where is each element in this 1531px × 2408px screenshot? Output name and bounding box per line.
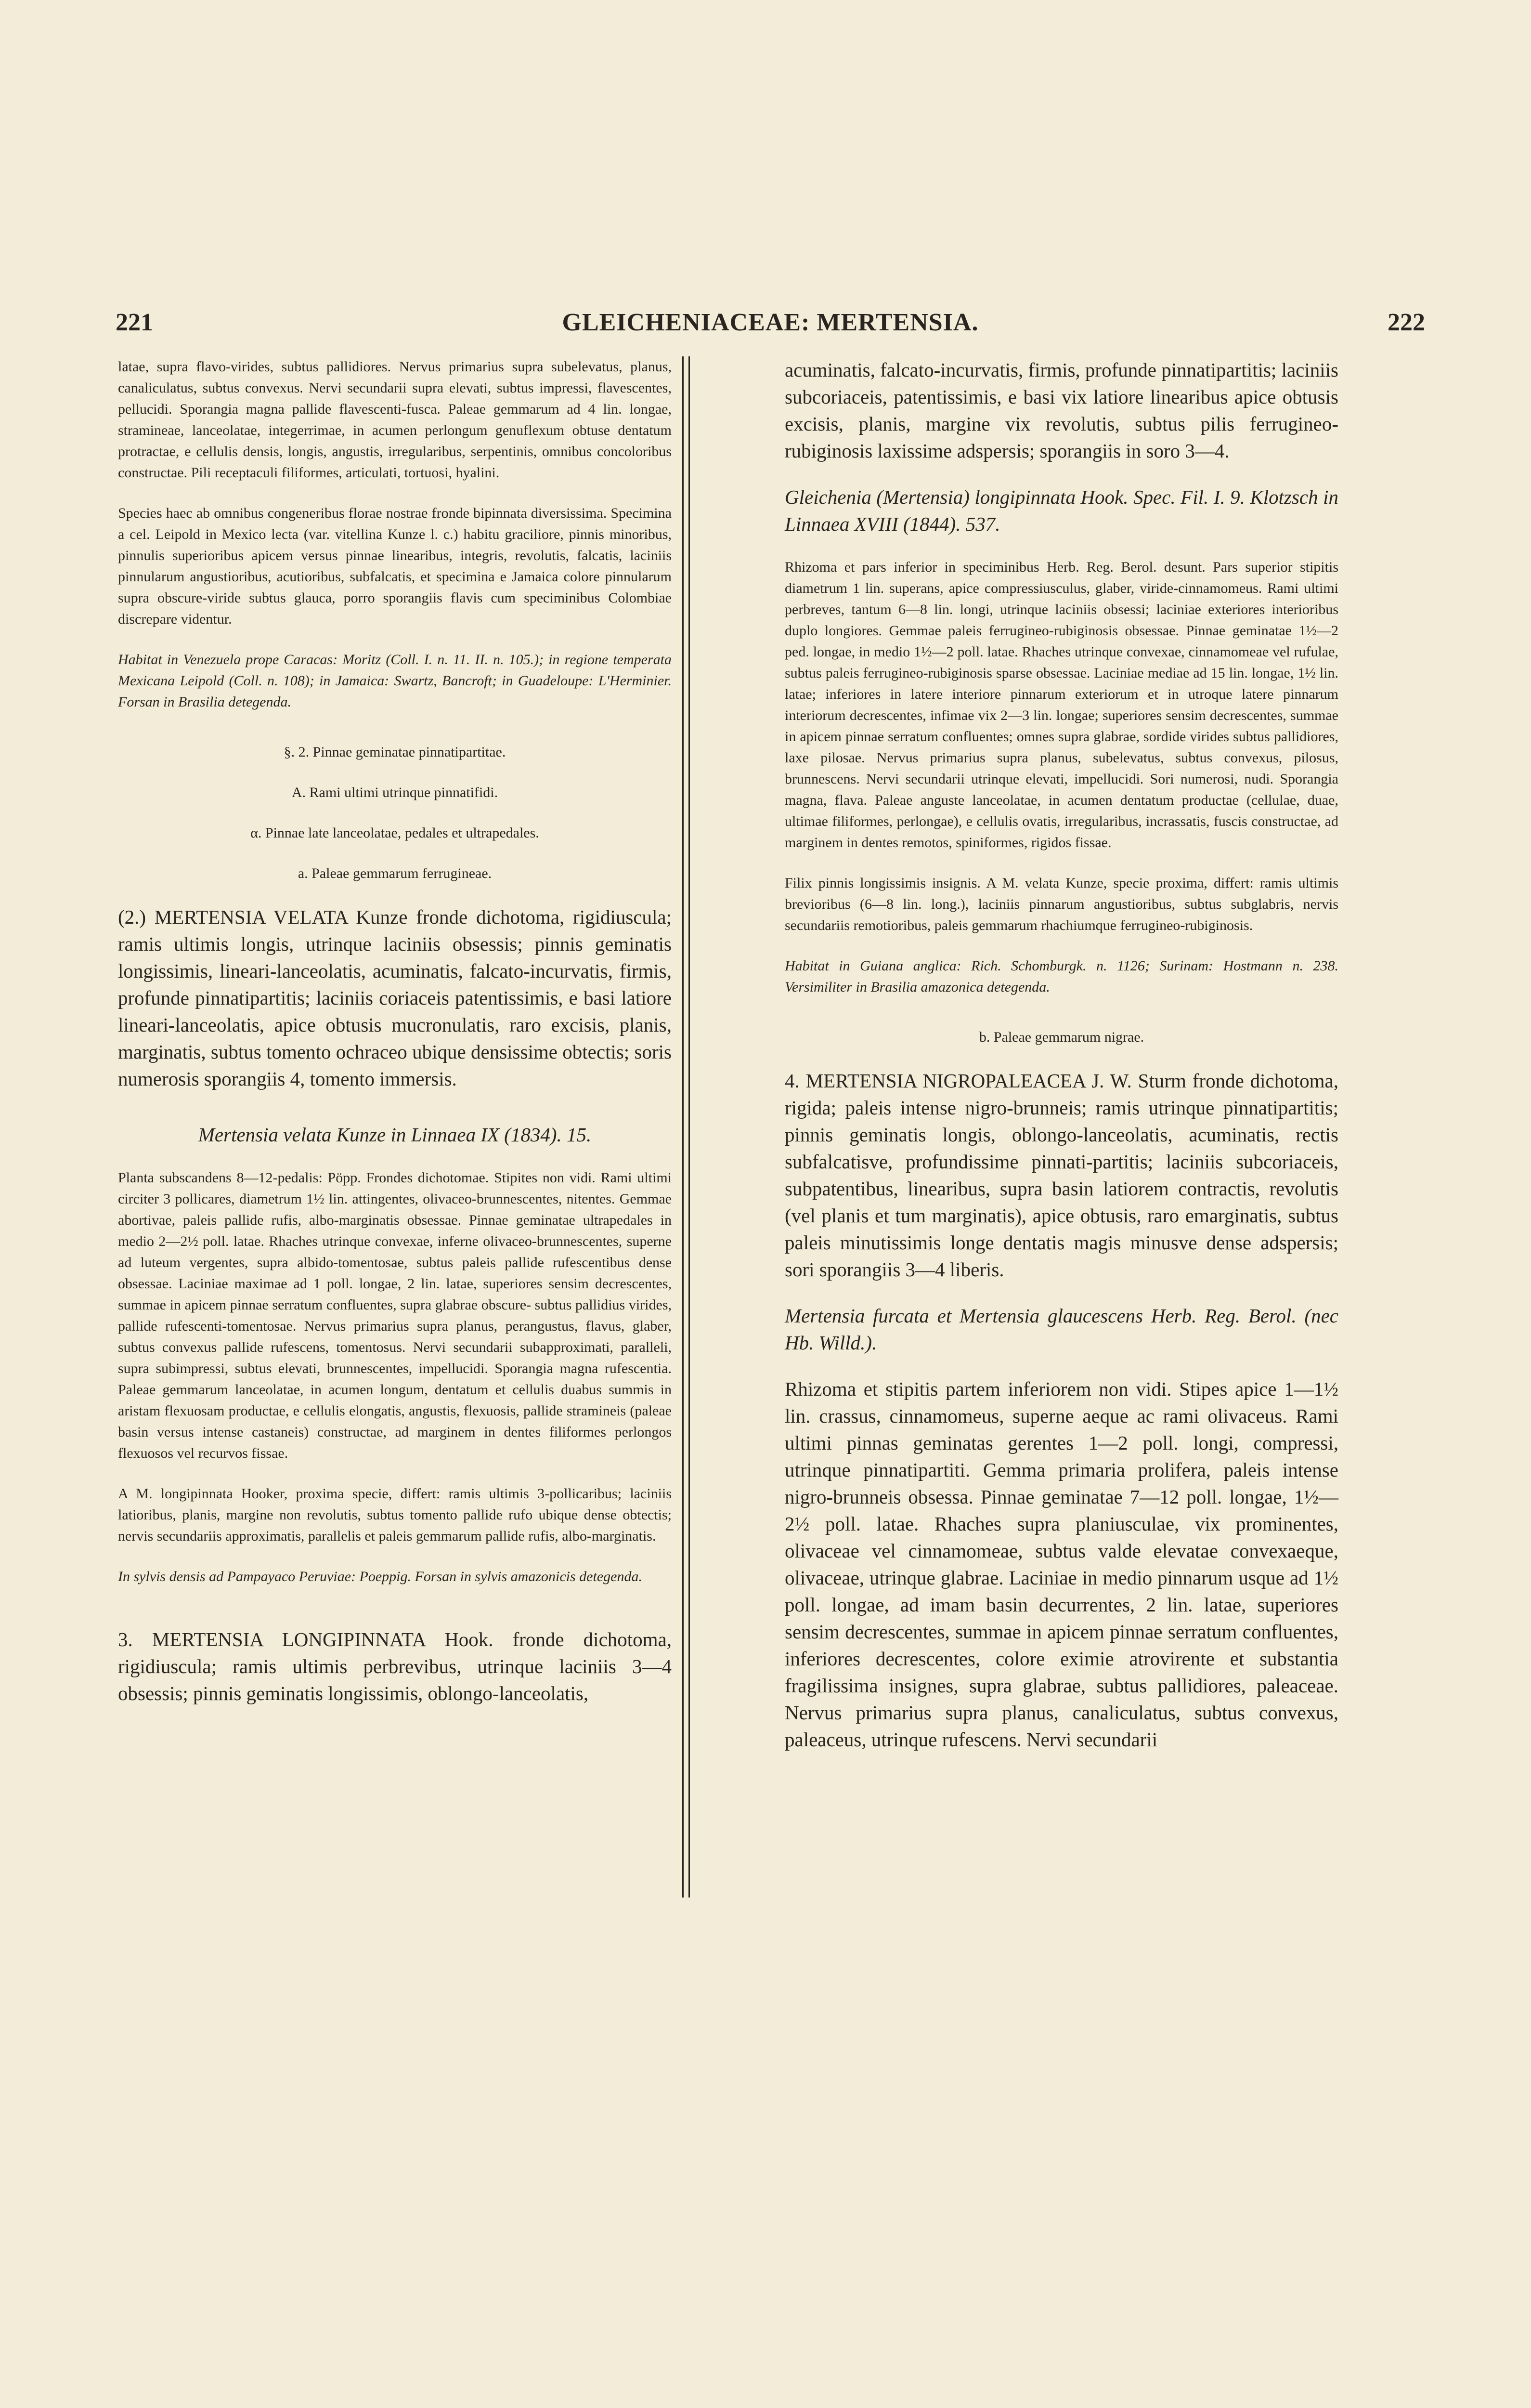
left-habitat-1: Habitat in Venezuela prope Caracas: Moritz (Coll. I. n. 11. II. n. 105.); in regione temperata Mexicana Leipold (Coll. n. 108); in Jamaica: Swartz, Bancroft; in Guadeloupe: L'Herminier. Forsan in Brasilia detegenda. — [118, 652, 672, 710]
species-3-habitat: Habitat in Guiana anglica: Rich. Schomburgk. n. 1126; Surinam: Hostmann n. 238. Versimiliter in Brasilia amazonica detegenda. — [785, 958, 1338, 995]
species-2-differentia: A M. longipinnata Hooker, proxima specie, differt: ramis ultimis 3-pollicaribus; laciniis latioribus, planis, margine non revolutis, subtus tomento pallide rufo ubique dense obtectis; nervis secundariis approximatis, parallelis et paleis gemmarum pallide rufis, albo-marginatis. — [118, 1486, 672, 1544]
section-heading-2: §. 2. Pinnae geminatae pinnatipartitae. — [284, 744, 506, 760]
page-number-left: 221 — [116, 309, 153, 336]
right-column — [785, 356, 1338, 1753]
subsection-heading-b: b. Paleae gemmarum nigrae. — [979, 1029, 1144, 1045]
subsection-heading-alpha: α. Pinnae late lanceolatae, pedales et ultrapedales. — [250, 825, 539, 841]
column-divider — [682, 356, 690, 1898]
species-3-description: Rhizoma et pars inferior in speciminibus Herb. Reg. Berol. desunt. Pars superior stipitis diametrum 1 lin. superans, apice compressiusculus, glaber, viride-cinnamomeus. Rami ultimi perbreves, tantum 6—8 lin. longi, utrinque laciniis obsessi; laciniae exteriores interioribus duplo longiores. Gemmae paleis ferrugineo-rubiginosis obsessae. Pinnae geminatae 1½—2 ped. longae, in medio 1½—2 poll. latae. Rhaches utrinque convexae, cinnamomeae vel rufulae, subtus paleis ferrugineo-rubiginosis sparse obsessae. Laciniae mediae ad 15 lin. longae, 1½ lin. latae; inferiores in latere interiore pinnarum exteriorum et in utroque latere pinnarum interiorum decrescentes, infimae vix 2—3 lin. longae; superiores sensim decrescentes, summae in apicem pinnae serratum confluentes; omnes supra glabrae, sordide virides subtus pallidiores, laxe pilosae. Nervus primarius supra planus, subelevatus, subtus convexus, pilosus, brunnescens. Nervi secundarii utrinque elevati, impellucidi. Sori numerosi, nudi. Sporangia magna, flava. Paleae anguste lanceolatae, in acumen dentatum productae (cellulae, duae, ultimae filiformes, perlongae), e cellulis ovatis, irregularibus, incrassatis, fuscis constructae, ad marginem in dentes remotos, spiniformes, rigidos fissae. — [785, 559, 1338, 851]
species-2-diagnosis: (2.) MERTENSIA VELATA Kunze fronde dichotoma, rigidiuscula; ramis ultimis longis, utrinque laciniis obsessis; pinnis geminatis longissimis, lineari-lanceolatis, acuminatis, falcato-incurvatis, firmis, profunde pinnatipartitis; laciniis coriaceis patentissimis, e basi latiore lineari-lanceolatis, apice obtusis mucronulatis, raro excisis, planis, marginatis, subtus tomento ochraceo ubique densissime obtectis; soris numerosis sporangiis 4, tomento immersis. — [118, 906, 672, 1090]
page-header — [116, 308, 1425, 347]
running-title: GLEICHENIACEAE: MERTENSIA. — [562, 309, 979, 336]
page-number-right: 222 — [1388, 309, 1425, 336]
left-species-note: Species haec ab omnibus congeneribus florae nostrae fronde bipinnata diversissima. Specimina a cel. Leipold in Mexico lecta (var. vitellina Kunze l. c.) habitu graciliore, pinnis minoribus, pinnulis superioribus apicem versus pinnae linearibus, integris, revolutis, falcatis, laciniis pinnularum angustioribus, acutioribus, subfalcatis, et specimina e Jamaica colore pinnularum supra obscure-viride subtus glauca, porro sporangiis flavis cum speciminibus Colombiae discrepare videntur. — [118, 505, 672, 627]
subsection-heading-a: A. Rami ultimi utrinque pinnatifidi. — [291, 785, 498, 800]
species-3-diagnosis-end: acuminatis, falcato-incurvatis, firmis, profunde pinnatipartitis; laciniis subcoriaceis, patentissimis, e basi vix latiore linearibus apice obtusis excisis, planis, margine vix revolutis, subtus pilis ferrugineo-rubiginosis laxissime adspersis; sporangiis in soro 3—4. — [785, 359, 1338, 462]
species-4-description: Rhizoma et stipitis partem inferiorem non vidi. Stipes apice 1—1½ lin. crassus, cinnamomeus, superne aeque ac rami olivaceus. Rami ultimi pinnas geminatas gerentes 1—2 poll. longi, compressi, utrinque pinnatipartiti. Gemma primaria prolifera, paleis intense nigro-brunneis obsessa. Pinnae geminatae 7—12 poll. longae, 1½—2½ poll. latae. Rhaches supra planiusculae, vix prominentes, olivaceae vel cinnamomeae, subtus valde elevatae convexaeque, olivaceae, utrinque glabrae. Laciniae in medio pinnarum usque ad 1½ poll. longae, ad imam basin decurrentes, 2 lin. latae, superiores sensim decrescentes, summae in apicem pinnae serratum confluentes, inferiores decrescentes, colore eximie atrovirente et substantia fragilissima insignes, supra glabrae, subtus pallidiores, paleaceae. Nervus primarius supra planus, canaliculatus, subtus convexus, paleaceus, utrinque rufescens. Nervi secundarii — [785, 1378, 1338, 1751]
left-column — [118, 356, 672, 1707]
subsection-heading-a-paleae: a. Paleae gemmarum ferrugineae. — [298, 865, 492, 881]
species-3-diagnosis-start: 3. MERTENSIA LONGIPINNATA Hook. fronde dichotoma, rigidiuscula; ramis ultimis perbrevibus, utrinque laciniis 3—4 obsessis; pinnis geminatis longissimis, oblongo-lanceolatis, — [118, 1628, 672, 1704]
species-4-synonym: Mertensia furcata et Mertensia glaucescens Herb. Reg. Berol. (nec Hb. Willd.). — [785, 1305, 1338, 1354]
species-2-synonym: Mertensia velata Kunze in Linnaea IX (1834). 15. — [198, 1124, 592, 1146]
species-3-synonym: Gleichenia (Mertensia) longipinnata Hook. Spec. Fil. I. 9. Klotzsch in Linnaea XVIII (1844). 537. — [785, 486, 1338, 535]
species-4-diagnosis: 4. MERTENSIA NIGROPALEACEA J. W. Sturm fronde dichotoma, rigida; paleis intense nigro-brunneis; ramis utrinque pinnatipartitis; pinnis geminatis longis, oblongo-lanceolatis, acuminatis, rectis subfalcatisve, profundissime pinnati-partitis; laciniis subcoriaceis, subpatentibus, linearibus, supra basin latiorem contractis, revolutis (vel planis et tum marginatis), apice obtusis, raro emarginatis, subtus paleis minutissimis longe dentatis magis minusve dense adspersis; sori sporangiis 3—4 liberis. — [785, 1070, 1338, 1281]
species-2-habitat: In sylvis densis ad Pampayaco Peruviae: Poeppig. Forsan in sylvis amazonicis detegenda. — [118, 1569, 642, 1584]
species-3-differentia: Filix pinnis longissimis insignis. A M. velata Kunze, specie proxima, differt: ramis ultimis brevioribus (6—8 lin. long.), laciniis pinnarum angustioribus, subtus subglabris, nervis secundariis remotioribus, paleis gemmarum rhachiumque ferrugineo-rubiginosis. — [785, 875, 1338, 933]
left-description-end: latae, supra flavo-virides, subtus pallidiores. Nervus primarius supra subelevatus, planus, canaliculatus, subtus convexus. Nervi secundarii supra elevati, subtus impressi, flavescentes, pellucidi. Sporangia magna pallide flavescenti-fusca. Paleae gemmarum ad 4 lin. longae, stramineae, lanceolatae, integerrimae, in acumen perlongum genuflexum obtuse dentatum protractae, e cellulis densis, longis, angustis, irregularibus, serpentinis, omnibus concoloribus constructae. Pili receptaculi filiformes, articulati, tortuosi, hyalini. — [118, 359, 672, 481]
species-2-description: Planta subscandens 8—12-pedalis: Pöpp. Frondes dichotomae. Stipites non vidi. Rami ultimi circiter 3 pollicares, diametrum 1½ lin. attingentes, olivaceo-brunnescentes, nitentes. Gemmae abortivae, paleis pallide rufis, albo-marginatis obsessae. Pinnae geminatae ultrapedales in medio 2—2½ poll. latae. Rhaches utrinque convexae, inferne olivaceo-brunnescentes, superne ad luteum vergentes, supra albido-tomentosae, subtus paleis pallide rufescentibus dense obsessae. Laciniae maximae ad 1 poll. longae, 2 lin. latae, superiores sensim decrescentes, summae in apicem pinnae serratum confluentes, supra glabrae obscure- subtus pallidius virides, pallide rufescenti-tomentosae. Nervus primarius supra planus, perangustus, flavus, glaber, subtus convexus pallide rufescens, tomentosus. Nervi secundarii subapproximati, paralleli, supra subimpressi, subtus elevati, brunnescentes, impellucidi. Sporangia magna rufescentia. Paleae gemmarum lanceolatae, in acumen longum, dentatum et cellulis duabus summis in aristam flexuosam productae, e cellulis elongatis, angustis, flexuosis, pallide stramineis (paleae basin versus intense castaneis) constructae, ad marginem in dentes filiformes perlongos flexuosos vel recurvos fissae. — [118, 1170, 672, 1461]
